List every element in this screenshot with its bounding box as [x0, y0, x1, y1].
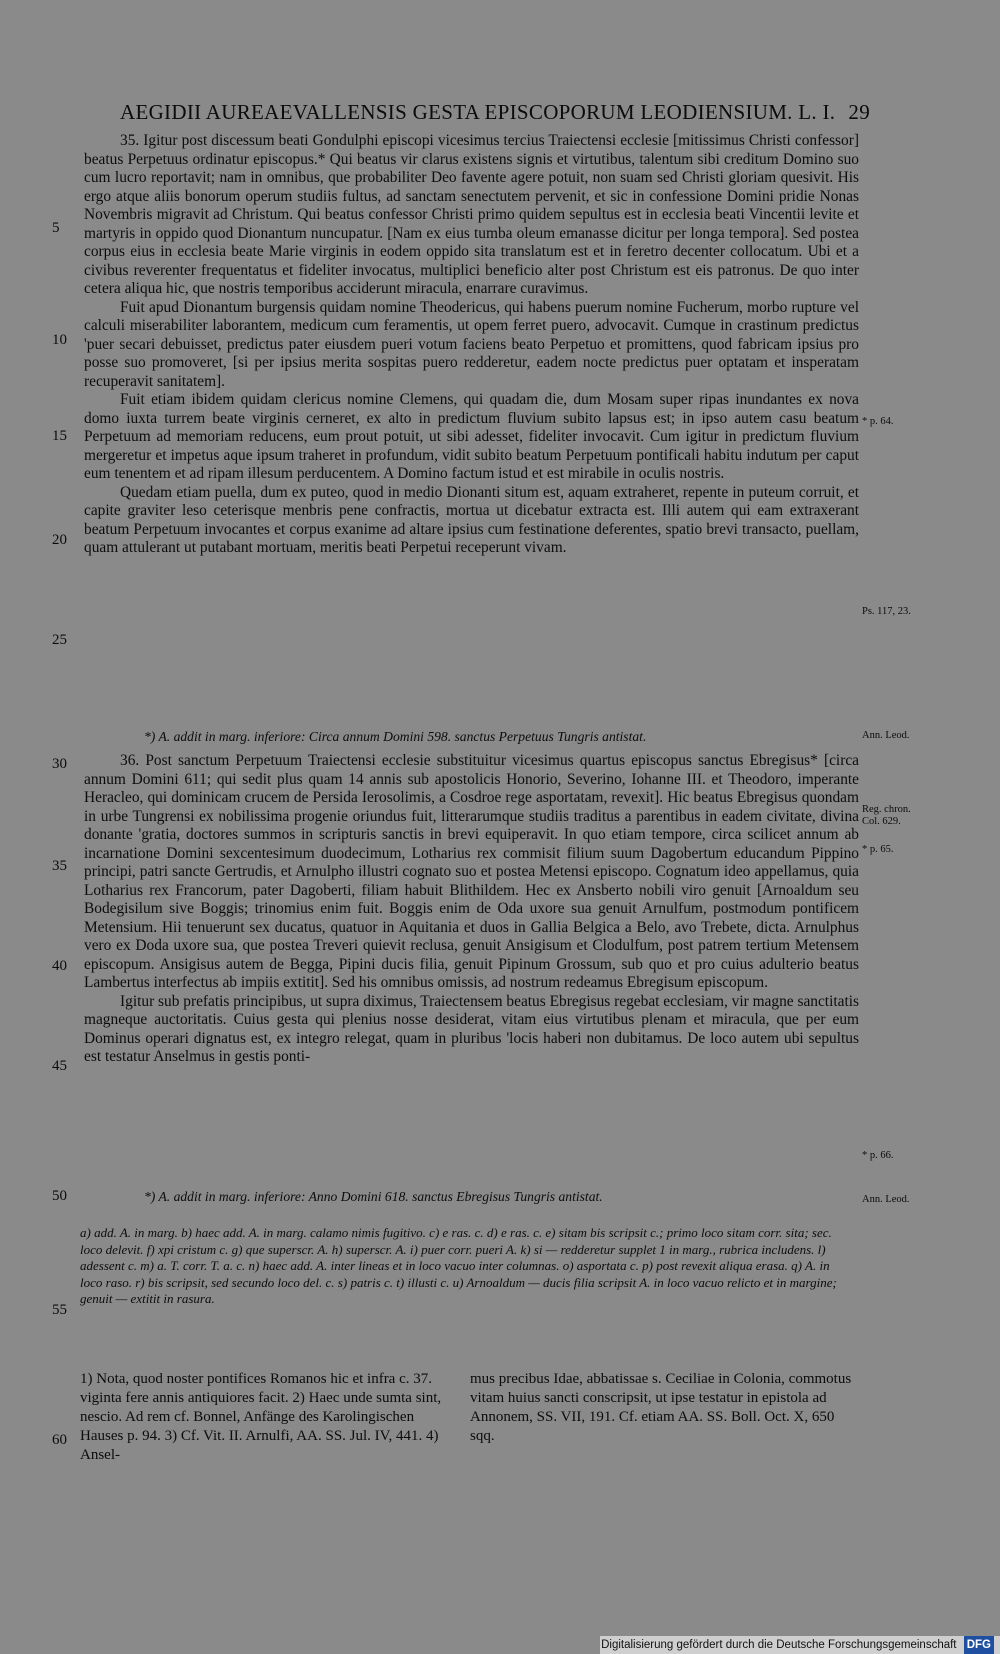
- notes-left-column: 1) Nota, quod noster pontifices Romanos hic et infra c. 37. viginta fere annis antiquiores facit. 2) Haec unde sumta sint, nescio. Ad rem cf. Bonnel, Anfänge des Karolingischen Hauses p. 94. 3) Cf. Vit. II. Arnulfi, AA. SS. Jul. IV, 441. 4) Ansel-: [80, 1371, 442, 1463]
- margin-note: * p. 66.: [862, 1150, 894, 1161]
- section-36: [84, 752, 859, 1067]
- line-number: 50: [52, 1188, 67, 1204]
- page-number: 29: [848, 100, 870, 124]
- paragraph: 35. Igitur post discessum beati Gondulphi episcopi vicesimus tercius Traiectensi ecclesie [mitissimus Christi confessor] beatus Perpetuus ordinatur episcopus.* Qui beatus vir clarus existens signis et virtutibus, talentum sibi creditum Domino suo cum lucro reportavit; nam in omnibus, que probabiliter Deo favente agere potuit, non suam sed Christi gloriam quesivit. His ergo atque aliis bonorum operum studiis fultus, ad sanctam senectutem pervenit, et sic in confessione Domini pridie Nonas Novembris migravit ad Christum. Qui beatus confessor Christi primo quidem sepultus est in ecclesia beati Vincentii levite et martyris in oppido quod Dionantum nuncupatur. [Nam ex eius tumba oleum emanasse dicitur per longa tempora]. Sed postea corpus eius in ecclesia beate Marie virginis in eodem oppido sita translatum est et in feretro decenter collocatum. Ubi et a civibus reverenter frequentatus et fideliter invocatus, multiplici beneficio alter post Christum est eis patronus. De quo inter cetera aliqua hic, que nostris temporibus acciderunt miracula, enarrare curavimus.: [84, 132, 859, 297]
- line-number: 30: [52, 756, 67, 772]
- line-number: 5: [52, 220, 60, 236]
- margin-note: * p. 64.: [862, 416, 894, 427]
- section-35: [84, 132, 859, 558]
- paragraph: Fuit etiam ibidem quidam clericus nomine Clemens, qui quadam die, dum Mosam super ripas inundantes ex nova domo iuxta turrem beate virginis cerneret, ex alto in predictum fluvium subito lapsus est; in ipso autem casu beatum Perpetuum ad memoriam reducens, eum prout potuit, ut sibi adesset, fideliter invocavit. Cum igitur in predictum fluvium mergeretur et impetus aque ipsum traheret in profundum, vidit subito beatum Perpetuum pontificali habitu indutum per caput eum tenentem et ad ripam illesum perducentem. A Domino factum istud et est mirabile in oculis nostris.: [84, 391, 859, 482]
- line-number: 35: [52, 858, 67, 874]
- line-number: 40: [52, 958, 67, 974]
- line-number: 10: [52, 332, 67, 348]
- paragraph: Fuit apud Dionantum burgensis quidam nomine Theodericus, qui habens puerum nomine Fucherum, morbo rupture vel calculi miserabiliter laborantem, medicum cum feramentis, ut opem ferret puero, advocavit. Cumque in crastinum predictus 'puer secari debuisset, predictus pater eiusdem pueri votum faciens beato Perpetuo et promittens, quod fabricam ipsius pro posse suo promoveret, [si per ipsius merita sospitas puero redderetur, eadem nocte predictus puer optatam et insperatam recuperavit sanitatem].: [84, 298, 859, 390]
- margin-note: Ps. 117, 23.: [862, 606, 911, 617]
- line-number: 15: [52, 428, 67, 444]
- notes-right-column: mus precibus Idae, abbatissae s. Ceciliae in Colonia, commotus vitam huius sancti conscripsit, ut ipse testatur in epistola ad Annonem, SS. VII, 191. Cf. etiam AA. SS. Boll. Oct. X, 650 sqq.: [470, 1371, 852, 1444]
- margin-note: Reg. chron. Col. 629.: [862, 804, 911, 827]
- line-number: 25: [52, 632, 67, 648]
- line-number: 55: [52, 1302, 67, 1318]
- line-number: 20: [52, 532, 67, 548]
- paragraph: Quedam etiam puella, dum ex puteo, quod in medio Dionanti situm est, aquam extraheret, repente in puteum corruit, et capite graviter leso ceterisque menbris pene confractis, mortua ut dicebatur extracta est. Illi autem qui eam extraxerant beatum Perpetuum invocantes et corpus exanime ad altare ipsius cum festinatione deferentes, spatio brevi transacto, puellam, quam attulerant ut putabant mortuam, meritis beati Perpetui receperunt vivam.: [84, 483, 859, 556]
- margin-note: * p. 65.: [862, 844, 894, 855]
- paragraph: Igitur sub prefatis principibus, ut supra diximus, Traiectensem beatus Ebregisus regebat ecclesiam, vir magne sanctitatis magneque auctoritatis. Cuius gesta qui plenius nosse desiderat, vitam eius virtutibus plenam et miracula, que per eum Dominus operari dignatus est, ex integro relegat, quam in pluribus 'locis haberi non dubitamus. De loco autem ubi sepultus est testatur Anselmus in gestis ponti-: [84, 992, 859, 1065]
- running-title: AEGIDII AUREAEVALLENSIS GESTA EPISCOPORUM LEODIENSIUM. L. I.: [120, 100, 836, 124]
- margin-note: Ann. Leod.: [862, 1194, 910, 1205]
- footer-text: Digitalisierung gefördert durch die Deutsche Forschungsgemeinschaft: [601, 1639, 957, 1651]
- digitization-footer: [600, 1636, 1000, 1654]
- margin-note: Ann. Leod.: [862, 730, 910, 741]
- dfg-logo: DFG: [964, 1636, 994, 1654]
- running-header: [120, 100, 870, 125]
- line-number: 60: [52, 1432, 67, 1448]
- paragraph: 36. Post sanctum Perpetuum Traiectensi ecclesie substituitur vicesimus quartus episcopus sanctus Ebregisus* [circa annum Domini 611; qui sedit plus quam 14 annis sub apostolicis Honorio, Severino, Iohanne III. et Theodoro, imperante Heracleo, qui dominicam crucem de Persida Ierosolimis, a Cosdroe rege asportatam, revexit]. Hic beatus Ebregisus quondam in urbe Tungrensi ex nobilissima progenie oriundus fuit, litterarumque studiis traditus a parentibus in eadem civitate, divina donante 'gratia, doctores summos in scripturis sanctis in brevi equiperavit. In quo etiam tempore, circa scilicet annum ab incarnatione Domini sexcentesimum duodecimum, Lotharius rex commisit filium suum Dagobertum educandum Pippino principi, patri sancte Gertrudis, et Arnulpho illustri cognato suo et postea Metensi episcopo. Cognatum ideo appellamus, quia Lotharius rex Francorum, pater Dagoberti, filiam habuit Blithildem. Hec ex Ansberto nobili viro genuit [Arnoaldum seu Bodegisilum sive Boggis; trinomius enim fuit. Boggis enim de Oda uxore sua genuit Arnulfum, postmodum pontificem Metensium. Hii tenuerunt sex ducatus, quatuor in Aquitania et duos in Gallia Belgica a Belo, avo Trebete, dicta. Arnulphus vero ex Doda uxore sua, que postea Treveri quievit reclusa, genuit Ansigisum et Clodulfum, post patrem tertium Metensem episcopum. Ansigisus autem de Begga, Pipini ducis filia, genuit Pipinum Grossum, sub quo et pro cuius adulterio beatus Lambertus interfectus ab impiis extitit]. Sed his omnibus omissis, ad nostrum redeamus Ebregisum episcopum.: [84, 752, 859, 991]
- footnote-section-36: *) A. addit in marg. inferiore: Anno Domini 618. sanctus Ebregisus Tungris antistat.: [144, 1189, 603, 1204]
- line-number: 45: [52, 1058, 67, 1074]
- critical-apparatus: a) add. A. in marg. b) haec add. A. in marg. calamo nimis fugitivo. c) e ras. c. d) e ras. c. e) sitam bis scripsit c.; primo loco sitam corr. sita; sec. loco delevit. f) xpi cristum c. g) que superscr. A. h) superscr. A. i) puer corr. pueri A. k) si — redderetur supplet 1 in marg., rubrica includens. l) adessent c. m) a. T. corr. T. a. c. n) haec add. A. inter lineas et in loco vacuo inter columnas. o) asportata c. p) post revexit aliqua erasa. q) A. in loco raso. r) bis scripsit, sed secundo loco del. c. s) patris c. t) illusti c. u) Arnoaldum — ducis filia scripsit A. in loco vacuo relicto et in margine; genuit — extitit in rasura.: [80, 1225, 837, 1306]
- footnote-section-35: *) A. addit in marg. inferiore: Circa annum Domini 598. sanctus Perpetuus Tungris antistat.: [144, 729, 647, 744]
